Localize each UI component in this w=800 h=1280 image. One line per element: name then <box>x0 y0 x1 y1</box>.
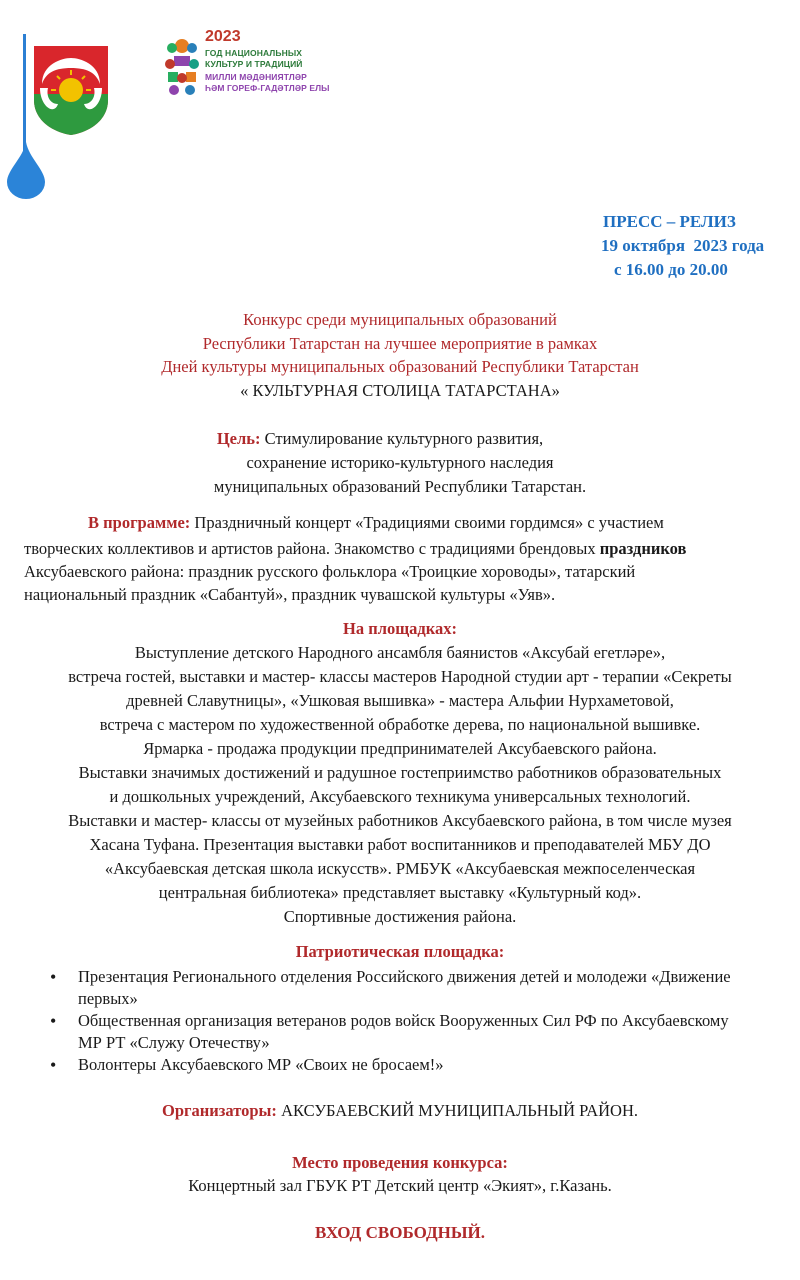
program-text-2: творческих коллективов и артистов района. Знакомство с традициями брендовых <box>24 539 600 558</box>
logo-line-3: МИЛЛИ МӘДӘНИЯТЛӘР <box>205 72 307 82</box>
venue-line: встреча гостей, выставки и мастер- классы мастеров Народной студии арт - терапии «Секреты <box>68 667 732 686</box>
venue-line: и дошкольных учреждений, Аксубаевского техникума универсальных технологий. <box>109 787 691 806</box>
press-release-date: 19 октября 2023 года <box>601 236 765 255</box>
organizers-line <box>0 1100 800 1122</box>
program-line-2 <box>24 538 776 560</box>
venue-line: Спортивные достижения района. <box>283 907 517 926</box>
venues-heading: На площадках: <box>342 619 457 638</box>
venue-line: центральная библиотека» представляет выставку «Культурный код». <box>158 883 642 902</box>
venue-line: «Аксубаевская детская школа искусств». РМБУК «Аксубаевская межпоселенческая <box>104 859 696 878</box>
organizers-value: АКСУБАЕВСКИЙ МУНИЦИПАЛЬНЫЙ РАЙОН. <box>276 1101 638 1120</box>
patriotic-list <box>50 966 750 1076</box>
logo-year: 2023 <box>205 28 241 45</box>
program-label: В программе: <box>88 513 191 532</box>
location-value: Концертный зал ГБУК РТ Детский центр «Экият», г.Казань. <box>188 1176 612 1195</box>
organizers-label: Организаторы: <box>162 1101 277 1120</box>
press-release-time: с 16.00 до 20.00 <box>614 260 728 279</box>
goal-text-1: Стимулирование культурного развития, <box>260 429 544 448</box>
program-line-4: национальный праздник «Сабантуй», праздник чувашской культуры «Уяв». <box>24 585 556 604</box>
list-item: • Волонтеры Аксубаевского МР «Своих не бросаем!» <box>50 1054 750 1076</box>
goal-line-1 <box>0 428 780 450</box>
venue-line: Выступление детского Народного ансамбля баянистов «Аксубай егетләре», <box>134 643 666 662</box>
venue-line: Хасана Туфана. Презентация выставки работ воспитанников и преподавателей МБУ ДО <box>89 835 711 854</box>
venue-line: встреча с мастером по художественной обработке дерева, по национальной вышивке. <box>99 715 701 734</box>
year-of-cultures-logo <box>160 28 335 102</box>
press-release-title: ПРЕСС – РЕЛИЗ <box>603 212 736 231</box>
program-line-3: Аксубаевского района: праздник русского фольклора «Троицкие хороводы», татарский <box>24 562 636 581</box>
logo-line-4: ҺӘМ ГОРЕФ-ГАДӘТЛӘР ЕЛЫ <box>205 83 330 93</box>
venue-line: Ярмарка - продажа продукции предпринимателей Аксубаевского района. <box>143 739 657 758</box>
patriotic-heading: Патриотическая площадка: <box>295 942 505 961</box>
contest-line-3: Дней культуры муниципальных образований Республики Татарстан <box>161 357 639 376</box>
venue-line: Выставки и мастер- классы от музейных работников Аксубаевского района, в том числе музея <box>68 811 732 830</box>
free-entry: ВХОД СВОБОДНЫЙ. <box>314 1223 486 1242</box>
goal-label: Цель: <box>216 429 261 448</box>
location-heading: Место проведения конкурса: <box>292 1153 508 1172</box>
logo-line-1: ГОД НАЦИОНАЛЬНЫХ <box>205 48 303 58</box>
venue-line: древней Славутницы», «Ушковая вышивка» - мастера Альфии Нурхаметовой, <box>126 691 674 710</box>
contest-line-2: Республики Татарстан на лучшее мероприятие в рамках <box>202 334 598 353</box>
goal-line-3: муниципальных образований Республики Татарстан. <box>213 477 587 496</box>
list-item: • Общественная организация ветеранов родов войск Вооруженных Сил РФ по Аксубаевскому МР РТ «Служу Отечеству» <box>50 1010 750 1054</box>
venue-line: Выставки значимых достижений и радушное гостеприимство работников образовательных <box>78 763 722 782</box>
district-coat-of-arms-icon <box>32 44 110 136</box>
program-text-1: Праздничный концерт «Традициями своими гордимся» с участием <box>190 513 664 532</box>
list-item: • Презентация Регионального отделения Российского движения детей и молодежи «Движение первых» <box>50 966 750 1010</box>
program-line-1 <box>24 512 776 534</box>
goal-line-2: сохранение историко-культурного наследия <box>246 453 554 472</box>
water-drop-icon <box>5 140 47 200</box>
logo-line-2: КУЛЬТУР И ТРАДИЦИЙ <box>205 59 303 69</box>
ornament-logo-icon <box>160 34 204 98</box>
contest-line-1: Конкурс среди муниципальных образований <box>243 310 557 329</box>
program-holidays-bold: праздников <box>599 539 687 558</box>
contest-title: « КУЛЬТУРНАЯ СТОЛИЦА ТАТАРСТАНА» <box>240 381 560 400</box>
